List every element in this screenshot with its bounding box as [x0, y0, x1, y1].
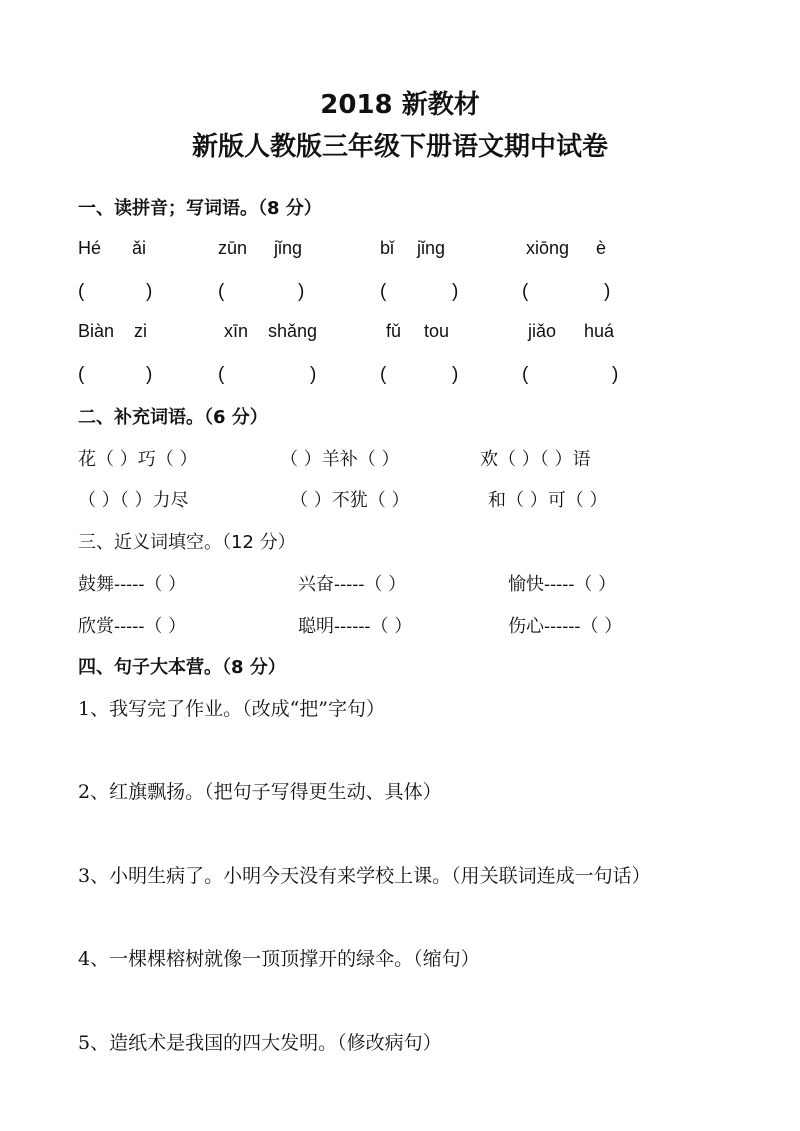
idiom-fill-item: 和（ ）可（ ） [488, 490, 608, 511]
blank-open: ( [380, 281, 387, 302]
synonym-item: 兴奋-----（ ） [298, 574, 407, 595]
sentence-question: 5、造纸术是我国的四大发明。（修改病句） [78, 1032, 442, 1054]
synonym-item: 愉快-----（ ） [508, 574, 617, 595]
blank-close: ) [604, 281, 611, 302]
pinyin-syllable: xīn [224, 321, 249, 341]
pinyin-syllable: Hé [78, 238, 102, 258]
pinyin-syllable: ǎi [132, 238, 147, 258]
synonym-item: 聪明------（ ） [298, 616, 413, 637]
blank-open: ( [218, 281, 225, 302]
sentence-question: 2、红旗飘扬。（把句子写得更生动、具体） [78, 781, 442, 803]
blank-close: ) [310, 364, 317, 385]
sentence-question: 4、一棵棵榕树就像一顶顶撑开的绿伞。（缩句） [78, 948, 480, 970]
sentence-question: 1、我写完了作业。（改成“把”字句） [78, 698, 386, 720]
blank-close: ) [452, 281, 459, 302]
blank-close: ) [146, 281, 153, 302]
section3-heading: 三、近义词填空。（12 分） [78, 532, 296, 553]
pinyin-syllable: shǎng [268, 321, 318, 341]
pinyin-syllable: fǔ [386, 321, 402, 341]
pinyin-syllable: tou [424, 321, 450, 341]
pinyin-syllable: è [596, 238, 607, 258]
pinyin-syllable: jǐng [417, 238, 446, 258]
blank-close: ) [298, 281, 305, 302]
pinyin-syllable: zūn [218, 238, 248, 258]
idiom-fill-item: （ ）（ ）力尽 [78, 490, 189, 511]
pinyin-syllable: bǐ [380, 238, 395, 258]
section1-heading: 一、读拼音；写词语。（8 分） [78, 198, 322, 219]
pinyin-syllable: zi [134, 321, 147, 341]
blank-open: ( [78, 364, 85, 385]
sentence-question: 3、小明生病了。小明今天没有来学校上课。（用关联词连成一句话） [78, 865, 651, 887]
exam-title-year: 2018 新教材 [320, 90, 480, 120]
synonym-item: 伤心------（ ） [508, 616, 623, 637]
idiom-fill-item: （ ）羊补（ ） [280, 449, 400, 470]
blank-close: ) [146, 364, 153, 385]
idiom-fill-item: （ ）不犹（ ） [290, 490, 410, 511]
pinyin-syllable: huá [584, 321, 615, 341]
synonym-item: 鼓舞-----（ ） [78, 574, 187, 595]
exam-title: 新版人教版三年级下册语文期中试卷 [191, 132, 608, 162]
blank-close: ) [612, 364, 619, 385]
section4-heading: 四、句子大本营。（8 分） [78, 657, 286, 678]
pinyin-syllable: xiōng [526, 238, 570, 258]
pinyin-syllable: Biàn [78, 321, 115, 341]
idiom-fill-item: 欢（ ）（ ）语 [480, 449, 591, 470]
blank-close: ) [452, 364, 459, 385]
blank-open: ( [78, 281, 85, 302]
blank-open: ( [522, 281, 529, 302]
idiom-fill-item: 花（ ）巧（ ） [78, 449, 198, 470]
blank-open: ( [522, 364, 529, 385]
section2-heading: 二、补充词语。（6 分） [78, 407, 268, 428]
pinyin-syllable: jiǎo [528, 321, 557, 341]
synonym-item: 欣赏-----（ ） [78, 616, 187, 637]
pinyin-syllable: jǐng [274, 238, 303, 258]
blank-open: ( [380, 364, 387, 385]
blank-open: ( [218, 364, 225, 385]
